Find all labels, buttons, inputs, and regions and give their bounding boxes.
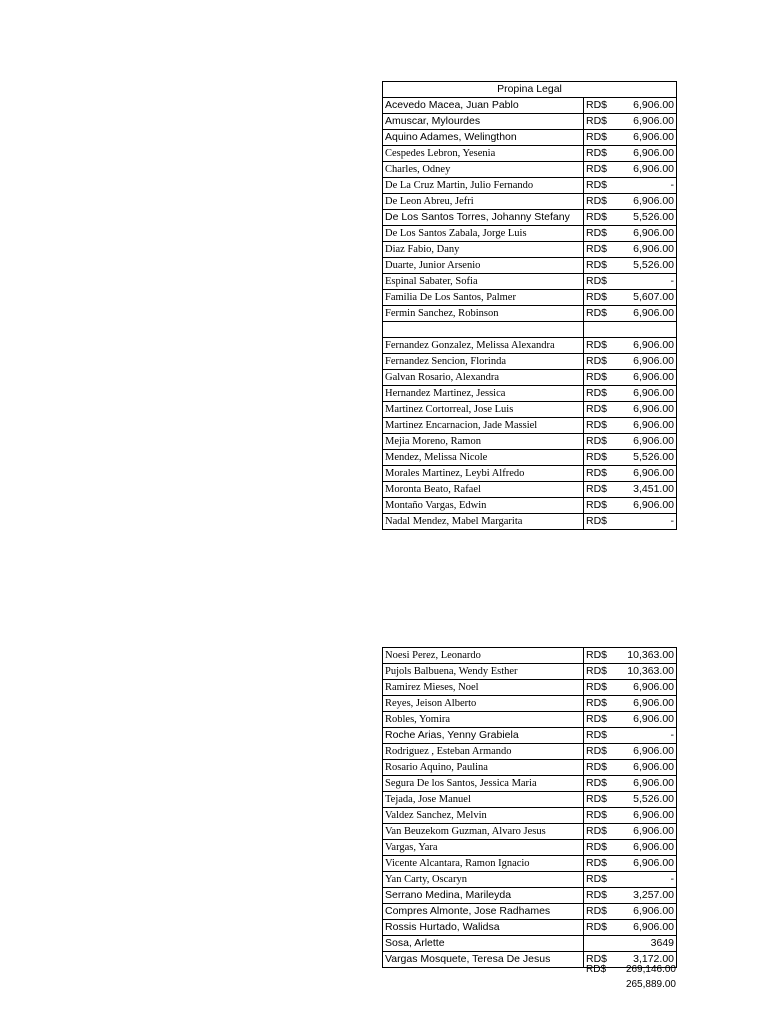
table-row xyxy=(383,258,677,274)
currency-symbol: RD$ xyxy=(584,162,618,178)
amount-value: 3649 xyxy=(584,936,677,952)
table-row xyxy=(383,98,677,114)
table-row xyxy=(383,648,677,664)
employee-name: Galvan Rosario, Alexandra xyxy=(383,370,584,386)
amount-value: 6,906.00 xyxy=(618,354,677,370)
table-row xyxy=(383,514,677,530)
employee-name: Familia De Los Santos, Palmer xyxy=(383,290,584,306)
employee-name: Van Beuzekom Guzman, Alvaro Jesus xyxy=(383,824,584,840)
total-currency: RD$ xyxy=(586,964,607,975)
table-row xyxy=(383,696,677,712)
currency-symbol: RD$ xyxy=(584,952,618,968)
table-row xyxy=(383,306,677,322)
currency-symbol: RD$ xyxy=(584,98,618,114)
amount-value: 6,906.00 xyxy=(618,418,677,434)
table-row xyxy=(383,354,677,370)
amount-value: 3,451.00 xyxy=(618,482,677,498)
table-row xyxy=(383,872,677,888)
employee-name: Rossis Hurtado, Walidsa xyxy=(383,920,584,936)
propina-legal-table-1 xyxy=(382,81,677,530)
currency-symbol: RD$ xyxy=(584,402,618,418)
table-row xyxy=(383,824,677,840)
amount-value: 6,906.00 xyxy=(618,904,677,920)
amount-value: 3,172.00 xyxy=(618,952,677,968)
employee-name: Diaz Fabio, Dany xyxy=(383,242,584,258)
table-row xyxy=(383,888,677,904)
currency-symbol: RD$ xyxy=(584,904,618,920)
table-row xyxy=(383,226,677,242)
currency-symbol: RD$ xyxy=(584,888,618,904)
currency-symbol: RD$ xyxy=(584,466,618,482)
amount-value: 5,526.00 xyxy=(618,258,677,274)
table-row xyxy=(383,210,677,226)
currency-symbol: RD$ xyxy=(584,712,618,728)
currency-symbol: RD$ xyxy=(584,728,618,744)
table-row xyxy=(383,776,677,792)
amount-value: 6,906.00 xyxy=(618,386,677,402)
amount-value: 6,906.00 xyxy=(618,712,677,728)
employee-name: Vargas, Yara xyxy=(383,840,584,856)
amount-value: 6,906.00 xyxy=(618,824,677,840)
table-row xyxy=(383,114,677,130)
totals-block xyxy=(586,962,676,992)
employee-name: Moronta Beato, Rafael xyxy=(383,482,584,498)
amount-value: 6,906.00 xyxy=(618,434,677,450)
currency-symbol: RD$ xyxy=(584,274,618,290)
amount-value: 6,906.00 xyxy=(618,114,677,130)
employee-name: Valdez Sanchez, Melvin xyxy=(383,808,584,824)
employee-name: Pujols Balbuena, Wendy Esther xyxy=(383,664,584,680)
employee-name: Espinal Sabater, Sofia xyxy=(383,274,584,290)
employee-name: Charles, Odney xyxy=(383,162,584,178)
table-row xyxy=(383,482,677,498)
currency-symbol: RD$ xyxy=(584,450,618,466)
table-row xyxy=(383,840,677,856)
table-row xyxy=(383,466,677,482)
table-row xyxy=(383,386,677,402)
amount-value: 5,526.00 xyxy=(618,210,677,226)
employee-name: Martinez Cortorreal, Jose Luis xyxy=(383,402,584,418)
table-row xyxy=(383,904,677,920)
amount-value: 6,906.00 xyxy=(618,498,677,514)
employee-name: Segura De los Santos, Jessica Maria xyxy=(383,776,584,792)
employee-name: Vicente Alcantara, Ramon Ignacio xyxy=(383,856,584,872)
amount-value: - xyxy=(618,872,677,888)
table-row xyxy=(383,274,677,290)
amount-value: - xyxy=(618,274,677,290)
employee-name: De Los Santos Zabala, Jorge Luis xyxy=(383,226,584,242)
amount-value: 6,906.00 xyxy=(618,680,677,696)
employee-name: Amuscar, Mylourdes xyxy=(383,114,584,130)
currency-symbol: RD$ xyxy=(584,664,618,680)
currency-symbol: RD$ xyxy=(584,696,618,712)
employee-name: Rosario Aquino, Paulina xyxy=(383,760,584,776)
table-row xyxy=(383,418,677,434)
table-row xyxy=(383,370,677,386)
currency-symbol: RD$ xyxy=(584,776,618,792)
employee-name: Noesi Perez, Leonardo xyxy=(383,648,584,664)
currency-symbol: RD$ xyxy=(584,370,618,386)
employee-name: Duarte, Junior Arsenio xyxy=(383,258,584,274)
currency-symbol: RD$ xyxy=(584,792,618,808)
amount-value: 3,257.00 xyxy=(618,888,677,904)
table-row xyxy=(383,664,677,680)
amount-value: 6,906.00 xyxy=(618,98,677,114)
subtotal-value: 265,889.00 xyxy=(625,979,676,990)
employee-name: Mendez, Melissa Nicole xyxy=(383,450,584,466)
amount-value: 6,906.00 xyxy=(618,840,677,856)
employee-name: Acevedo Macea, Juan Pablo xyxy=(383,98,584,114)
amount-value: 6,906.00 xyxy=(618,194,677,210)
amount-value: 6,906.00 xyxy=(618,744,677,760)
currency-symbol xyxy=(584,322,618,338)
amount-value: - xyxy=(618,178,677,194)
currency-symbol: RD$ xyxy=(584,434,618,450)
currency-symbol: RD$ xyxy=(584,258,618,274)
currency-symbol: RD$ xyxy=(584,290,618,306)
amount-value: 6,906.00 xyxy=(618,162,677,178)
currency-symbol: RD$ xyxy=(584,482,618,498)
amount-value: 6,906.00 xyxy=(618,306,677,322)
table-row xyxy=(383,290,677,306)
table-row xyxy=(383,680,677,696)
currency-symbol: RD$ xyxy=(584,306,618,322)
employee-name: De Los Santos Torres, Johanny Stefany xyxy=(383,210,584,226)
amount-value: - xyxy=(618,728,677,744)
table-header: Propina Legal xyxy=(383,82,677,98)
currency-symbol: RD$ xyxy=(584,114,618,130)
employee-name: Nadal Mendez, Mabel Margarita xyxy=(383,514,584,530)
table-row xyxy=(383,338,677,354)
employee-name: Reyes, Jeison Alberto xyxy=(383,696,584,712)
employee-name: Montaño Vargas, Edwin xyxy=(383,498,584,514)
employee-name: De La Cruz Martin, Julio Fernando xyxy=(383,178,584,194)
employee-name: Tejada, Jose Manuel xyxy=(383,792,584,808)
employee-name: Robles, Yomira xyxy=(383,712,584,728)
currency-symbol: RD$ xyxy=(584,386,618,402)
employee-name: Yan Carty, Oscaryn xyxy=(383,872,584,888)
amount-value: 6,906.00 xyxy=(618,696,677,712)
amount-value: 6,906.00 xyxy=(618,130,677,146)
amount-value: 5,607.00 xyxy=(618,290,677,306)
amount-value: 6,906.00 xyxy=(618,920,677,936)
table-row xyxy=(383,242,677,258)
currency-symbol: RD$ xyxy=(584,194,618,210)
employee-name: Ramirez Mieses, Noel xyxy=(383,680,584,696)
currency-symbol: RD$ xyxy=(584,840,618,856)
employee-name: Fernandez Gonzalez, Melissa Alexandra xyxy=(383,338,584,354)
employee-name: Roche Arias, Yenny Grabiela xyxy=(383,728,584,744)
employee-name: Fermin Sanchez, Robinson xyxy=(383,306,584,322)
table-row xyxy=(383,402,677,418)
currency-symbol: RD$ xyxy=(584,920,618,936)
employee-name: Mejia Moreno, Ramon xyxy=(383,434,584,450)
grand-total-value: 269,146.00 xyxy=(625,964,676,975)
amount-value: 6,906.00 xyxy=(618,146,677,162)
currency-symbol: RD$ xyxy=(584,354,618,370)
currency-symbol: RD$ xyxy=(584,744,618,760)
employee-name: Cespedes Lebron, Yesenia xyxy=(383,146,584,162)
amount-value: 6,906.00 xyxy=(618,466,677,482)
table-row xyxy=(383,808,677,824)
amount-value: 6,906.00 xyxy=(618,242,677,258)
currency-symbol: RD$ xyxy=(584,242,618,258)
employee-name: Hernandez Martinez, Jessica xyxy=(383,386,584,402)
amount-value: 6,906.00 xyxy=(618,776,677,792)
amount-value: 10,363.00 xyxy=(618,648,677,664)
employee-name: Martinez Encarnacion, Jade Massiel xyxy=(383,418,584,434)
table-row xyxy=(383,712,677,728)
employee-name: Aquino Adames, Welingthon xyxy=(383,130,584,146)
employee-name: Morales Martinez, Leybi Alfredo xyxy=(383,466,584,482)
currency-symbol: RD$ xyxy=(584,338,618,354)
currency-symbol: RD$ xyxy=(584,210,618,226)
amount-value: 6,906.00 xyxy=(618,808,677,824)
amount-value: 10,363.00 xyxy=(618,664,677,680)
currency-symbol: RD$ xyxy=(584,146,618,162)
currency-symbol: RD$ xyxy=(584,648,618,664)
amount-value: 6,906.00 xyxy=(618,760,677,776)
currency-symbol: RD$ xyxy=(584,824,618,840)
table-row xyxy=(383,936,677,952)
table-row xyxy=(383,498,677,514)
propina-legal-table-2 xyxy=(382,647,677,968)
table-row xyxy=(383,792,677,808)
currency-symbol: RD$ xyxy=(584,680,618,696)
employee-name: Serrano Medina, Marileyda xyxy=(383,888,584,904)
table-header-row xyxy=(383,82,677,98)
currency-symbol: RD$ xyxy=(584,498,618,514)
amount-value: 6,906.00 xyxy=(618,370,677,386)
employee-name: Vargas Mosquete, Teresa De Jesus xyxy=(383,952,584,968)
amount-value: 6,906.00 xyxy=(618,226,677,242)
table-row xyxy=(383,450,677,466)
currency-symbol: RD$ xyxy=(584,760,618,776)
employee-name: Fernandez Sencion, Florinda xyxy=(383,354,584,370)
currency-symbol: RD$ xyxy=(584,130,618,146)
employee-name: Rodriguez , Esteban Armando xyxy=(383,744,584,760)
currency-symbol: RD$ xyxy=(584,856,618,872)
currency-symbol: RD$ xyxy=(584,514,618,530)
currency-symbol: RD$ xyxy=(584,872,618,888)
grand-total-row xyxy=(586,962,676,977)
amount-value: 6,906.00 xyxy=(618,402,677,418)
employee-name: De Leon Abreu, Jefri xyxy=(383,194,584,210)
table-row xyxy=(383,130,677,146)
table-row xyxy=(383,178,677,194)
amount-value: 6,906.00 xyxy=(618,856,677,872)
employee-name xyxy=(383,322,584,338)
employee-name: Compres Almonte, Jose Radhames xyxy=(383,904,584,920)
amount-value xyxy=(618,322,677,338)
currency-symbol: RD$ xyxy=(584,226,618,242)
table-row xyxy=(383,744,677,760)
table-row xyxy=(383,146,677,162)
currency-symbol: RD$ xyxy=(584,418,618,434)
amount-value: - xyxy=(618,514,677,530)
currency-symbol: RD$ xyxy=(584,808,618,824)
amount-value: 5,526.00 xyxy=(618,792,677,808)
employee-name: Sosa, Arlette xyxy=(383,936,584,952)
table-row xyxy=(383,322,677,338)
amount-value: 6,906.00 xyxy=(618,338,677,354)
amount-value: 5,526.00 xyxy=(618,450,677,466)
table-row xyxy=(383,856,677,872)
currency-symbol: RD$ xyxy=(584,178,618,194)
table-row xyxy=(383,760,677,776)
table-row xyxy=(383,434,677,450)
table-row xyxy=(383,920,677,936)
table-row xyxy=(383,728,677,744)
table-row xyxy=(383,162,677,178)
table-row xyxy=(383,194,677,210)
